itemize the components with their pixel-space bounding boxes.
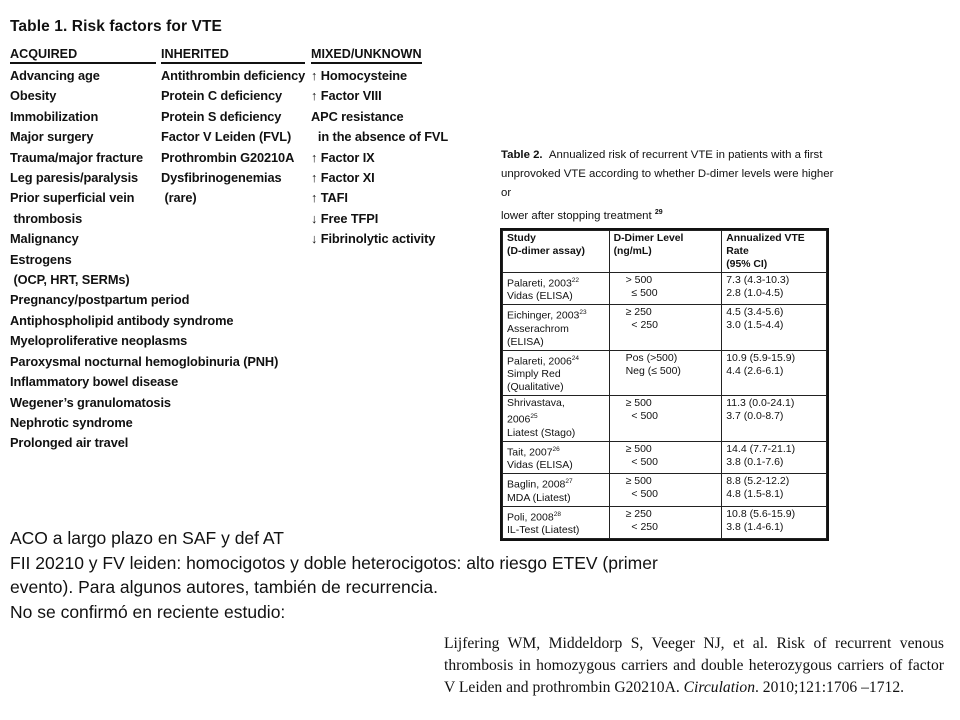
- ddimer-cell: [609, 272, 722, 305]
- header-rate: [722, 230, 827, 272]
- risk-factor-item: APC resistance: [311, 108, 404, 124]
- rate-cell: [722, 305, 827, 351]
- ddimer-level: Pos (>500): [625, 351, 678, 364]
- ddimer-level: ≥ 500: [625, 397, 652, 410]
- study-line: Poli, 2008$^{28}$: [507, 510, 561, 524]
- risk-factor-item: ↓ Fibrinolytic activity: [311, 231, 436, 247]
- caption-line: Annualized risk of recurrent VTE in patients with a first: [548, 149, 823, 161]
- study-cell: [503, 474, 610, 507]
- note-line: FII 20210 y FV leiden: homocigotos y doble heterocigotos: alto riesgo ETEV (primer: [10, 552, 658, 573]
- study-line: Palareti, 2003$^{22}$: [507, 276, 580, 290]
- rate-cell: [722, 272, 827, 305]
- risk-factor-item: Protein C deficiency: [161, 88, 283, 104]
- risk-factor-item: Dysfibrinogenemias: [161, 170, 282, 186]
- study-line: 2006$^{25}$: [507, 413, 538, 426]
- notes: [10, 526, 950, 624]
- risk-factor-item: Obesity: [10, 88, 57, 104]
- reference-details: . 2010;121:1706 –1712.: [755, 679, 905, 696]
- table-row: [503, 396, 827, 442]
- study-cell: [503, 441, 610, 474]
- header-line: (D-dimer assay): [507, 245, 585, 257]
- ddimer-level: > 500: [625, 273, 653, 286]
- risk-factor-item: in the absence of FVL: [311, 129, 449, 145]
- study-line: Tait, 2007$^{26}$: [507, 445, 560, 459]
- table-1-title-text: Risk factors for VTE: [71, 18, 222, 35]
- risk-factor-item: Advancing age: [10, 68, 100, 83]
- risk-factor-item: Leg paresis/paralysis: [10, 170, 139, 186]
- rate-value: 10.8 (5.6-15.9): [726, 507, 796, 520]
- column-mixed-unknown: [311, 46, 471, 250]
- caption-line: lower after stopping treatment: [501, 209, 652, 222]
- note-line: evento). Para algunos autores, también de recurrencia.: [10, 577, 439, 597]
- ddimer-level: ≥ 500: [625, 475, 652, 488]
- header-line: Annualized VTE: [726, 232, 805, 244]
- study-reference: 28: [553, 510, 561, 518]
- rate-value: 14.4 (7.7-21.1): [726, 442, 796, 455]
- header-study: [503, 230, 610, 272]
- study-reference: 22: [571, 276, 580, 284]
- risk-factor-item: ↑ Factor VIII: [311, 88, 382, 104]
- rate-value: 3.8 (1.4-6.1): [726, 520, 784, 533]
- study-line: Liatest (Stago): [507, 426, 576, 439]
- risk-factor-item: ↑ Homocysteine: [311, 68, 408, 83]
- rate-value: 4.5 (3.4-5.6): [726, 306, 784, 319]
- header-line: Study: [507, 232, 536, 244]
- risk-factor-item: (OCP, HRT, SERMs): [10, 272, 130, 288]
- header-line: D-Dimer Level: [613, 232, 684, 244]
- table-1: [10, 18, 470, 466]
- ddimer-cell: [609, 350, 722, 396]
- ddimer-cell: [609, 305, 722, 351]
- risk-factor-item: Prolonged air travel: [10, 435, 129, 451]
- column-header: MIXED/UNKNOWN: [311, 46, 422, 64]
- risk-factor-item: Prior superficial vein: [10, 190, 135, 206]
- note-line: ACO a largo plazo en SAF y def AT: [10, 528, 284, 548]
- study-line: Asserachrom: [507, 322, 569, 335]
- note-line: No se confirmó en reciente estudio:: [10, 601, 286, 622]
- study-reference: 25: [530, 413, 538, 421]
- caption-reference: 29: [654, 209, 663, 216]
- ddimer-level: ≥ 250: [625, 306, 652, 319]
- rate-value: 4.8 (1.5-8.1): [726, 488, 784, 501]
- study-line: Palareti, 2006$^{24}$: [507, 354, 580, 368]
- ddimer-level: Neg (≤ 500): [625, 364, 681, 377]
- reference-text: Lijfering WM, Middeldorp S, Veeger NJ, et al. Risk of recurrent venous thrombosis in homozygous carriers and double heterozygous carriers of factor V Leiden and prothrombin G20210A.: [444, 635, 944, 696]
- study-reference: 23: [579, 309, 587, 317]
- study-line: Vidas (ELISA): [507, 290, 573, 303]
- study-cell: [503, 272, 610, 305]
- rate-cell: [722, 396, 827, 442]
- table-1-label: Table 1.: [10, 18, 68, 35]
- ddimer-level: < 500: [625, 455, 658, 468]
- ddimer-cell: [609, 474, 722, 507]
- study-line: Eichinger, 2003$^{23}$: [507, 309, 587, 322]
- column-header: ACQUIRED: [10, 46, 156, 64]
- table-2-caption: [501, 146, 835, 226]
- risk-factor-item: Antiphospholipid antibody syndrome: [10, 312, 234, 328]
- table-2: [500, 146, 835, 541]
- rate-cell: [722, 441, 827, 474]
- rate-value: 2.8 (1.0-4.5): [726, 286, 784, 299]
- risk-factor-item: Protein S deficiency: [161, 108, 282, 124]
- table-2-box: [500, 228, 829, 542]
- header-line: (95% CI): [726, 258, 768, 270]
- risk-factor-item: (rare): [161, 190, 197, 206]
- rate-value: 3.8 (0.1-7.6): [726, 455, 784, 468]
- table-2-label: Table 2.: [501, 149, 543, 161]
- study-line: IL-Test (Liatest): [507, 524, 580, 537]
- ddimer-level: ≤ 500: [625, 286, 658, 299]
- risk-factor-item: Antithrombin deficiency: [161, 68, 306, 83]
- ddimer-level: < 500: [625, 410, 658, 423]
- ddimer-level: < 250: [625, 319, 658, 332]
- risk-factor-item: Factor V Leiden (FVL): [161, 129, 292, 145]
- risk-factor-item: ↑ Factor IX: [311, 149, 375, 165]
- rate-cell: [722, 350, 827, 396]
- risk-factor-item: Wegener’s granulomatosis: [10, 394, 171, 410]
- risk-factor-item: Malignancy: [10, 231, 79, 247]
- reference-journal: Circulation: [683, 679, 755, 696]
- header-line: (ng/mL): [613, 245, 652, 257]
- study-cell: [503, 305, 610, 351]
- ddimer-level: < 250: [625, 520, 658, 533]
- risk-factor-item: Paroxysmal nocturnal hemoglobinuria (PNH): [10, 353, 279, 369]
- ddimer-cell: [609, 396, 722, 442]
- study-line: MDA (Liatest): [507, 491, 571, 504]
- rate-value: 4.4 (2.6-6.1): [726, 364, 784, 377]
- study-reference: 24: [571, 354, 580, 362]
- study-reference: 27: [565, 478, 573, 486]
- risk-factor-item: Trauma/major fracture: [10, 149, 144, 165]
- rate-value: 3.0 (1.5-4.4): [726, 319, 784, 332]
- ddimer-cell: [609, 441, 722, 474]
- ddimer-table: [502, 230, 827, 540]
- rate-value: 3.7 (0.0-8.7): [726, 410, 784, 423]
- table-1-title: [10, 18, 470, 36]
- column-inherited: [161, 46, 308, 209]
- study-cell: [503, 396, 610, 442]
- risk-factor-item: ↓ Free TFPI: [311, 210, 379, 226]
- header-line: Rate: [726, 245, 749, 257]
- risk-factor-item: Nephrotic syndrome: [10, 414, 133, 430]
- risk-factor-item: thrombosis: [10, 210, 83, 226]
- table-row: [503, 441, 827, 474]
- study-line: (ELISA): [507, 335, 544, 348]
- risk-factor-item: Major surgery: [10, 129, 94, 145]
- risk-factor-item: Estrogens: [10, 251, 72, 267]
- rate-value: 7.3 (4.3-10.3): [726, 273, 790, 286]
- study-line: Simply Red: [507, 368, 561, 381]
- table-row: [503, 350, 827, 396]
- study-line: (Qualitative): [507, 381, 564, 394]
- table-row: [503, 305, 827, 351]
- study-cell: [503, 350, 610, 396]
- study-reference: 26: [552, 445, 560, 453]
- ddimer-level: ≥ 250: [625, 507, 652, 520]
- risk-factor-item: ↑ TAFI: [311, 190, 348, 206]
- table-row: [503, 474, 827, 507]
- rate-cell: [722, 474, 827, 507]
- risk-factor-item: Inflammatory bowel disease: [10, 374, 179, 390]
- table-1-columns: [10, 46, 470, 466]
- ddimer-level: < 500: [625, 488, 658, 501]
- rate-value: 8.8 (5.2-12.2): [726, 475, 790, 488]
- study-line: Shrivastava,: [507, 397, 565, 410]
- risk-factor-item: ↑ Factor XI: [311, 170, 375, 186]
- table-header-row: [503, 230, 827, 272]
- reference-citation: [444, 633, 944, 699]
- header-ddimer: [609, 230, 722, 272]
- rate-value: 11.3 (0.0-24.1): [726, 397, 795, 410]
- study-line: Vidas (ELISA): [507, 459, 573, 472]
- table-row: [503, 272, 827, 305]
- risk-factor-item: Prothrombin G20210A: [161, 149, 295, 165]
- risk-factor-item: Pregnancy/postpartum period: [10, 292, 190, 308]
- ddimer-level: ≥ 500: [625, 442, 652, 455]
- caption-line: unprovoked VTE according to whether D-dimer levels were higher or: [501, 168, 834, 199]
- risk-factor-item: Myeloproliferative neoplasms: [10, 333, 188, 349]
- risk-factor-item: Immobilization: [10, 108, 99, 124]
- rate-value: 10.9 (5.9-15.9): [726, 351, 796, 364]
- column-header: INHERITED: [161, 46, 305, 64]
- study-line: Baglin, 2008$^{27}$: [507, 478, 573, 491]
